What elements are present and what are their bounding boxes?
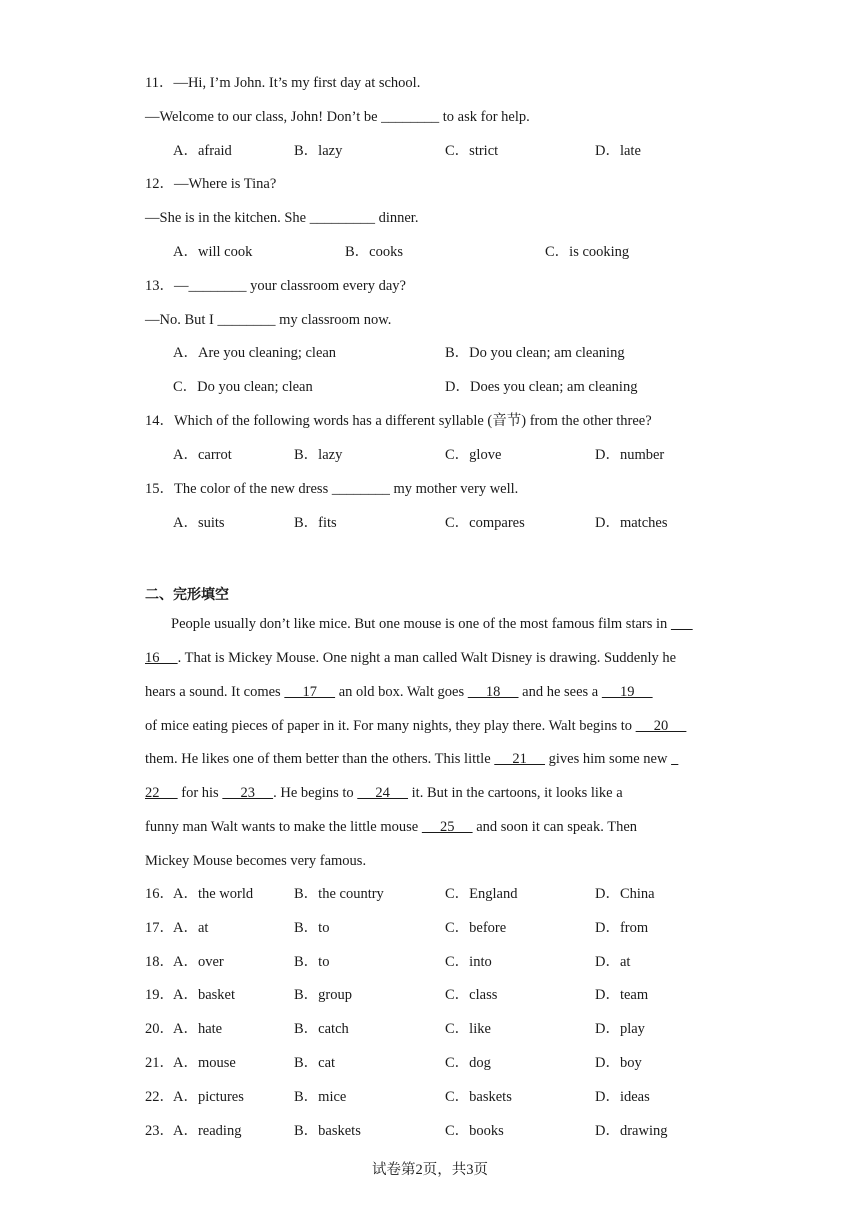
passage-line-1: People usually don’t like mice. But one mouse is one of the most famous film stars in (171, 616, 668, 632)
question-11-option-c: C．strict (445, 143, 499, 159)
blank-18: 18 (467, 684, 519, 700)
question-15-option-d: D．matches (595, 515, 668, 531)
passage-line-6: 22 for his 23 . He begins to 24 it. But in the cartoons, it looks like a (145, 785, 623, 801)
question-15-option-b: B．fits (294, 515, 337, 531)
question-15-option-a: A．suits (173, 515, 225, 531)
blank-22: 22 (145, 785, 178, 801)
option-b: B．baskets (294, 1123, 361, 1139)
option-d: D．drawing (595, 1123, 668, 1139)
question-14-option-b: B．lazy (294, 447, 343, 463)
question-11-stem: 11．—Hi, I’m John. It’s my first day at school. (145, 75, 421, 91)
question-13-line2: —No. But I ________ my classroom now. (145, 312, 392, 328)
option-a: A．reading (173, 1123, 242, 1139)
section-title-cloze: 二、完形填空 (145, 587, 229, 603)
blank-19: 19 (601, 684, 653, 700)
option-b: B．to (294, 920, 330, 936)
option-a: A．hate (173, 1021, 223, 1037)
option-d: D．team (595, 987, 649, 1003)
question-14-option-c: C．glove (445, 447, 502, 463)
option-c: C．into (445, 954, 492, 970)
question-12-stem: 12．—Where is Tina? (145, 176, 277, 192)
option-d: D．from (595, 920, 649, 936)
blank-23: 23 (222, 785, 274, 801)
question-13-option-d: D．Does you clean; am cleaning (445, 379, 638, 395)
option-c: C．before (445, 920, 507, 936)
option-b: B．mice (294, 1089, 347, 1105)
question-13-option-b: B．Do you clean; am cleaning (445, 345, 625, 361)
blank-16: 16 (145, 650, 178, 666)
question-14-stem: 14．Which of the following words has a different syllable (音节) from the other three? (145, 413, 652, 429)
option-a: A．mouse (173, 1055, 236, 1071)
option-d: D．boy (595, 1055, 642, 1071)
question-12-option-a: A．will cook (173, 244, 253, 260)
question-number: 22． (145, 1089, 174, 1105)
question-15-option-c: C．compares (445, 515, 525, 531)
option-b: B．group (294, 987, 352, 1003)
option-a: A．basket (173, 987, 236, 1003)
question-number: 23． (145, 1123, 174, 1139)
option-c: C．dog (445, 1055, 491, 1071)
page-footer: 试卷第2页，共3页 (372, 1162, 488, 1178)
option-c: C．class (445, 987, 498, 1003)
question-11-line2: —Welcome to our class, John! Don’t be ________ to ask for help. (145, 109, 530, 125)
question-14-option-a: A．carrot (173, 447, 232, 463)
question-13-option-a: A．Are you cleaning; clean (173, 345, 337, 361)
option-a: A．pictures (173, 1089, 244, 1105)
question-13-stem: 13．—________ your classroom every day? (145, 278, 406, 294)
question-11-option-b: B．lazy (294, 143, 343, 159)
option-b: B．catch (294, 1021, 349, 1037)
question-12-option-c: C．is cooking (545, 244, 630, 260)
question-number: 19． (145, 987, 174, 1003)
option-c: C．books (445, 1123, 504, 1139)
option-b: B．cat (294, 1055, 336, 1071)
option-d: D．China (595, 886, 655, 902)
option-c: C．baskets (445, 1089, 512, 1105)
blank-17: 17 (284, 684, 336, 700)
question-11-option-a: A．afraid (173, 143, 232, 159)
option-d: D．at (595, 954, 631, 970)
question-14-option-d: D．number (595, 447, 665, 463)
option-d: D．ideas (595, 1089, 650, 1105)
question-12-line2: —She is in the kitchen. She _________ dinner. (145, 210, 419, 226)
option-a: A．over (173, 954, 224, 970)
option-c: C．England (445, 886, 518, 902)
option-c: C．like (445, 1021, 491, 1037)
passage-line-5: them. He likes one of them better than the others. This little 21 gives him some new (145, 751, 668, 767)
question-number: 16． (145, 886, 174, 902)
option-d: D．play (595, 1021, 645, 1037)
passage-line-8: Mickey Mouse becomes very famous. (145, 853, 367, 869)
option-b: B．to (294, 954, 330, 970)
blank-21: 21 (494, 751, 546, 767)
option-b: B．the country (294, 886, 384, 902)
blank-24: 24 (357, 785, 409, 801)
question-11-option-d: D．late (595, 143, 641, 159)
question-number: 17． (145, 920, 174, 936)
option-a: A．the world (173, 886, 254, 902)
passage-line-3: hears a sound. It comes 17 an old box. Walt goes 18 and he sees a 19 (145, 684, 653, 700)
blank-20: 20 (635, 718, 687, 734)
passage-line-7: funny man Walt wants to make the little mouse 25 and soon it can speak. Then (145, 819, 638, 835)
passage-line-2: 16 . That is Mickey Mouse. One night a man called Walt Disney is drawing. Suddenly he (145, 650, 677, 666)
question-number: 21． (145, 1055, 174, 1071)
question-number: 18． (145, 954, 174, 970)
question-12-option-b: B．cooks (345, 244, 403, 260)
question-number: 20． (145, 1021, 174, 1037)
question-13-option-c: C．Do you clean; clean (173, 379, 313, 395)
question-15-stem: 15．The color of the new dress ________ my mother very well. (145, 481, 519, 497)
passage-line-4: of mice eating pieces of paper in it. For many nights, they play there. Walt begins to 20 (145, 718, 687, 734)
blank-25: 25 (421, 819, 473, 835)
option-a: A．at (173, 920, 209, 936)
